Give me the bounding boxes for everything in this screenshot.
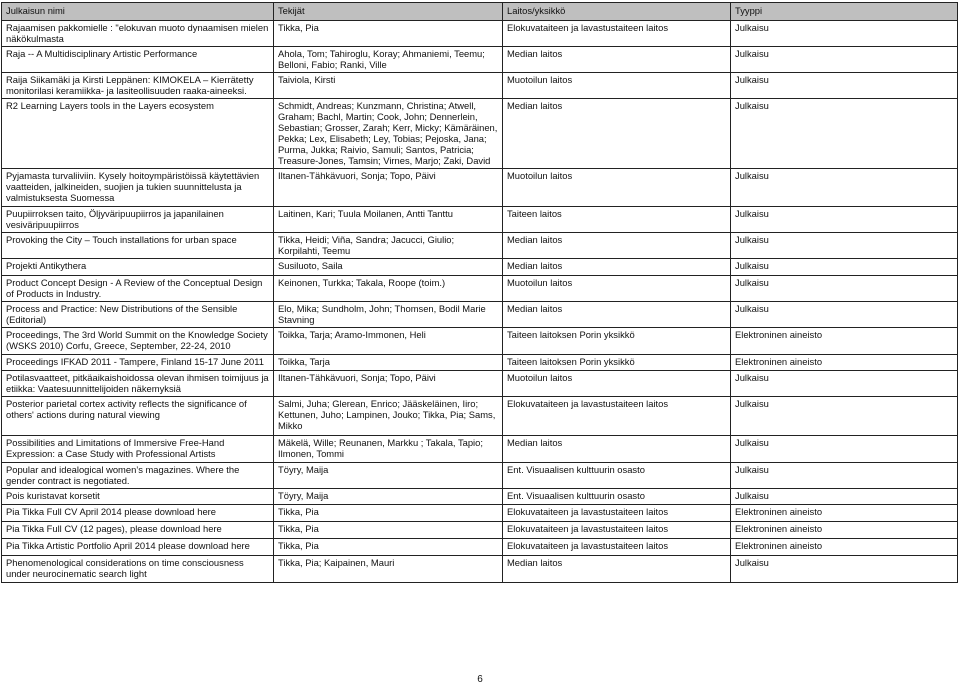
- cell-authors: Tikka, Pia: [274, 539, 503, 556]
- table-row: [2, 21, 958, 47]
- cell-authors: Susiluoto, Saila: [274, 259, 503, 276]
- cell-unit: Median laitos: [503, 99, 731, 169]
- cell-type: Julkaisu: [731, 371, 958, 397]
- cell-type: Julkaisu: [731, 276, 958, 302]
- cell-authors: Iltanen-Tähkävuori, Sonja; Topo, Päivi: [274, 371, 503, 397]
- table-row: [2, 539, 958, 556]
- cell-unit: Muotoilun laitos: [503, 371, 731, 397]
- table-row: [2, 99, 958, 169]
- cell-authors: Iltanen-Tähkävuori, Sonja; Topo, Päivi: [274, 169, 503, 207]
- cell-authors: Toikka, Tarja; Aramo-Immonen, Heli: [274, 328, 503, 355]
- cell-authors: Mäkelä, Wille; Reunanen, Markku ; Takala, Tapio; Ilmonen, Tommi: [274, 436, 503, 463]
- header-title: Julkaisun nimi: [2, 3, 274, 21]
- cell-authors: Elo, Mika; Sundholm, John; Thomsen, Bodil Marie Stavning: [274, 302, 503, 328]
- cell-authors: Ahola, Tom; Tahiroglu, Koray; Ahmaniemi, Teemu; Belloni, Fabio; Ranki, Ville: [274, 47, 503, 73]
- cell-type: Elektroninen aineisto: [731, 355, 958, 371]
- cell-title: Pia Tikka Artistic Portfolio April 2014 please download here: [2, 539, 274, 556]
- cell-title: Proceedings IFKAD 2011 - Tampere, Finland 15-17 June 2011: [2, 355, 274, 371]
- cell-authors: Tikka, Pia: [274, 505, 503, 522]
- cell-authors: Taiviola, Kirsti: [274, 73, 503, 99]
- cell-type: Julkaisu: [731, 436, 958, 463]
- cell-unit: Taiteen laitoksen Porin yksikkö: [503, 328, 731, 355]
- table-header-row: [2, 3, 958, 21]
- cell-authors: Töyry, Maija: [274, 463, 503, 489]
- cell-title: Pia Tikka Full CV (12 pages), please download here: [2, 522, 274, 539]
- cell-title: Potilasvaatteet, pitkäaikaishoidossa olevan ihmisen toimijuus ja etiikka: Vaatesuunnittelijoiden näkemyksiä: [2, 371, 274, 397]
- table-row: [2, 463, 958, 489]
- table-row: [2, 328, 958, 355]
- cell-type: Julkaisu: [731, 489, 958, 505]
- cell-title: Raja -- A Multidisciplinary Artistic Performance: [2, 47, 274, 73]
- cell-unit: Elokuvataiteen ja lavastustaiteen laitos: [503, 539, 731, 556]
- cell-title: Rajaamisen pakkomielle : "elokuvan muoto dynaamisen mielen näkökulmasta: [2, 21, 274, 47]
- cell-title: Pia Tikka Full CV April 2014 please download here: [2, 505, 274, 522]
- cell-authors: Keinonen, Turkka; Takala, Roope (toim.): [274, 276, 503, 302]
- cell-title: Proceedings, The 3rd World Summit on the Knowledge Society (WSKS 2010) Corfu, Greece, September, 22-24, 2010: [2, 328, 274, 355]
- table-row: [2, 556, 958, 583]
- table-row: [2, 489, 958, 505]
- cell-title: Projekti Antikythera: [2, 259, 274, 276]
- cell-title: Popular and idealogical women’s magazines. Where the gender contract is negotiated.: [2, 463, 274, 489]
- cell-authors: Tikka, Heidi; Viña, Sandra; Jacucci, Giulio; Korpilahti, Teemu: [274, 233, 503, 259]
- cell-unit: Median laitos: [503, 556, 731, 583]
- cell-authors: Töyry, Maija: [274, 489, 503, 505]
- table-row: [2, 371, 958, 397]
- cell-type: Julkaisu: [731, 73, 958, 99]
- cell-title: Posterior parietal cortex activity reflects the significance of others' actions during natural viewing: [2, 397, 274, 436]
- header-authors: Tekijät: [274, 3, 503, 21]
- cell-unit: Median laitos: [503, 233, 731, 259]
- publications-table: [1, 2, 958, 583]
- cell-type: Julkaisu: [731, 207, 958, 233]
- cell-title: Raija Siikamäki ja Kirsti Leppänen: KIMOKELA – Kierrätetty monitorilasi keramiikka- ja lasiteollisuuden raaka-aineeksi.: [2, 73, 274, 99]
- cell-title: Process and Practice: New Distributions of the Sensible (Editorial): [2, 302, 274, 328]
- cell-authors: Tikka, Pia: [274, 21, 503, 47]
- cell-unit: Elokuvataiteen ja lavastustaiteen laitos: [503, 505, 731, 522]
- page-number: 6: [477, 674, 483, 685]
- cell-type: Julkaisu: [731, 99, 958, 169]
- table-row: [2, 397, 958, 436]
- table-row: [2, 436, 958, 463]
- table-row: [2, 522, 958, 539]
- table-row: [2, 505, 958, 522]
- header-type: Tyyppi: [731, 3, 958, 21]
- cell-type: Elektroninen aineisto: [731, 328, 958, 355]
- cell-type: Julkaisu: [731, 47, 958, 73]
- cell-unit: Median laitos: [503, 259, 731, 276]
- cell-unit: Ent. Visuaalisen kulttuurin osasto: [503, 463, 731, 489]
- table-row: [2, 233, 958, 259]
- cell-unit: Muotoilun laitos: [503, 73, 731, 99]
- cell-unit: Elokuvataiteen ja lavastustaiteen laitos: [503, 21, 731, 47]
- cell-unit: Median laitos: [503, 436, 731, 463]
- cell-unit: Muotoilun laitos: [503, 276, 731, 302]
- table-row: [2, 47, 958, 73]
- cell-authors: Toikka, Tarja: [274, 355, 503, 371]
- cell-unit: Muotoilun laitos: [503, 169, 731, 207]
- cell-authors: Tikka, Pia; Kaipainen, Mauri: [274, 556, 503, 583]
- table-row: [2, 276, 958, 302]
- cell-unit: Median laitos: [503, 302, 731, 328]
- cell-title: Phenomenological considerations on time consciousness under neurocinematic search light: [2, 556, 274, 583]
- cell-title: Pyjamasta turvaliiviin. Kysely hoitoympäristöissä käytettävien vaatteiden, jalkineiden, suojien ja tukien suunnittelusta ja valmistuksesta Suomessa: [2, 169, 274, 207]
- cell-type: Julkaisu: [731, 463, 958, 489]
- cell-unit: Ent. Visuaalisen kulttuurin osasto: [503, 489, 731, 505]
- cell-type: Julkaisu: [731, 21, 958, 47]
- table-row: [2, 259, 958, 276]
- cell-type: Julkaisu: [731, 233, 958, 259]
- cell-title: Product Concept Design - A Review of the Conceptual Design of Products in Industry.: [2, 276, 274, 302]
- cell-type: Julkaisu: [731, 302, 958, 328]
- table-row: [2, 73, 958, 99]
- cell-title: Puupiirroksen taito, Öljyväripuupiirros ja japanilainen vesiväripuupiirros: [2, 207, 274, 233]
- cell-title: Provoking the City – Touch installations for urban space: [2, 233, 274, 259]
- table-body: [2, 21, 958, 583]
- cell-unit: Taiteen laitoksen Porin yksikkö: [503, 355, 731, 371]
- cell-authors: Schmidt, Andreas; Kunzmann, Christina; Atwell, Graham; Bachl, Martin; Cook, John; Dennerlein, Sebastian; Grosser, Zarah; Kerr, Micky; Kämäräinen, Pekka; Lex, Elisabeth; Ley, Tobias; Pejoska, Jana; Purma, Jukka; Raivio, Samuli; Santos, Patricia; Treasure-Jones, Tamsin; Virnes, Marjo; Zaki, David: [274, 99, 503, 169]
- table-row: [2, 169, 958, 207]
- table-row: [2, 355, 958, 371]
- cell-type: Julkaisu: [731, 397, 958, 436]
- cell-title: R2 Learning Layers tools in the Layers ecosystem: [2, 99, 274, 169]
- cell-unit: Taiteen laitos: [503, 207, 731, 233]
- cell-type: Julkaisu: [731, 259, 958, 276]
- cell-type: Elektroninen aineisto: [731, 522, 958, 539]
- cell-authors: Salmi, Juha; Glerean, Enrico; Jääskeläinen, Iiro; Kettunen, Juho; Lampinen, Jouko; Tikka, Pia; Sams, Mikko: [274, 397, 503, 436]
- cell-type: Julkaisu: [731, 169, 958, 207]
- cell-unit: Median laitos: [503, 47, 731, 73]
- cell-unit: Elokuvataiteen ja lavastustaiteen laitos: [503, 397, 731, 436]
- cell-type: Elektroninen aineisto: [731, 505, 958, 522]
- cell-title: Pois kuristavat korsetit: [2, 489, 274, 505]
- cell-type: Julkaisu: [731, 556, 958, 583]
- cell-authors: Tikka, Pia: [274, 522, 503, 539]
- cell-authors: Laitinen, Kari; Tuula Moilanen, Antti Tanttu: [274, 207, 503, 233]
- cell-unit: Elokuvataiteen ja lavastustaiteen laitos: [503, 522, 731, 539]
- cell-type: Elektroninen aineisto: [731, 539, 958, 556]
- cell-title: Possibilities and Limitations of Immersive Free-Hand Expression: a Case Study with Professional Artists: [2, 436, 274, 463]
- table-row: [2, 207, 958, 233]
- table-row: [2, 302, 958, 328]
- header-unit: Laitos/yksikkö: [503, 3, 731, 21]
